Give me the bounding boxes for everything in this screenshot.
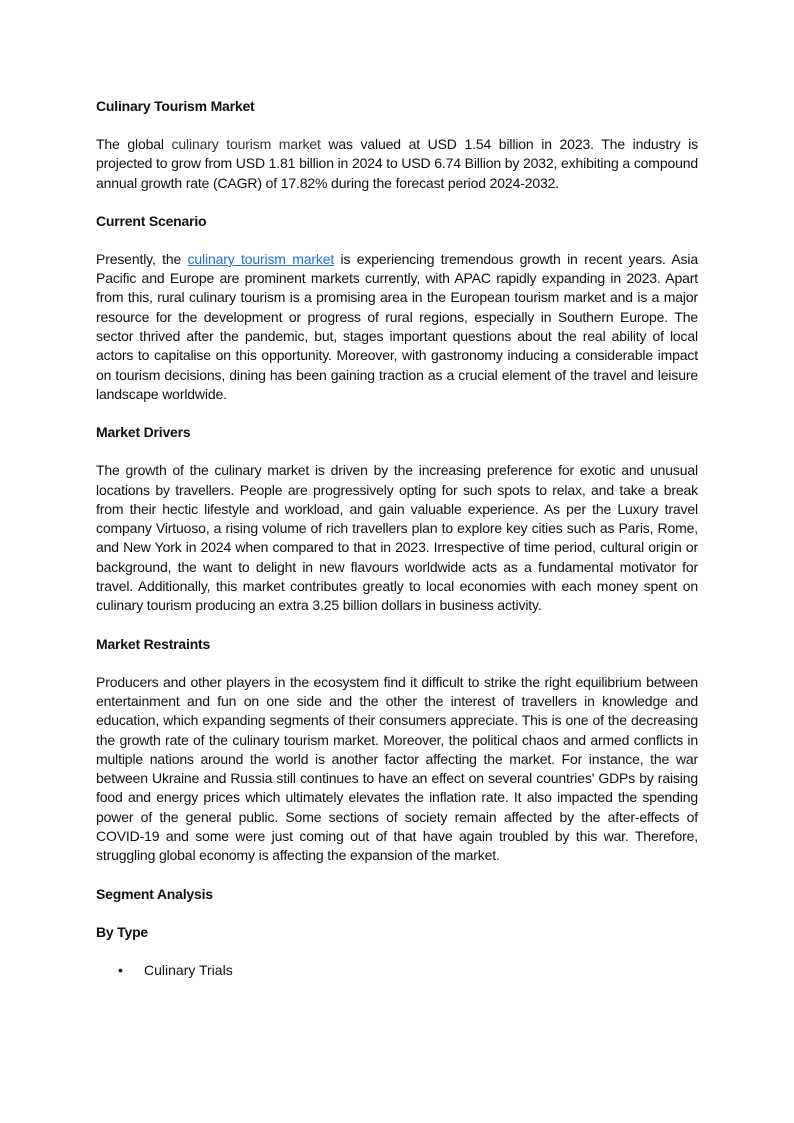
section-heading-current-scenario: Current Scenario bbox=[96, 212, 207, 229]
spacer bbox=[96, 616, 698, 635]
culinary-tourism-market-link[interactable]: culinary tourism market bbox=[187, 250, 335, 267]
spacer bbox=[96, 442, 698, 461]
market-restraints-paragraph: Producers and other players in the ecosystem find it difficult to strike the right equilibrium between entertainment and fun on one side and the other the interest of travellers in knowledge and education, which expanding segments of their consumers appreciate. This is one of the decreasing the growth rate of the culinary tourism market. Moreover, the political chaos and armed conflicts in multiple nations around the world is another factor affecting the market. For instance, the war between Ukraine and Russia still continues to have an effect on several countries' GDPs by raising food and energy prices which ultimately elevates the inflation rate. It also impacted the spending power of the general public. Some sections of society remain affected by the after-effects of COVID-19 and some were just coming out of that have again troubled by this war. Therefore, struggling global economy is affecting the expansion of the market. bbox=[96, 673, 698, 864]
spacer bbox=[96, 231, 698, 250]
current-scenario-text-before: Presently, the bbox=[96, 250, 188, 267]
document-title: Culinary Tourism Market bbox=[96, 98, 255, 114]
list-item-label: Culinary Trials bbox=[144, 961, 233, 978]
section-heading-market-drivers: Market Drivers bbox=[96, 424, 191, 441]
list-item bbox=[96, 961, 698, 980]
intro-text-after: was valued at USD 1.54 billion in 2023. The industry is projected to grow from USD 1.81 billion in 2024 to USD 6.74 Billion by 2032, exhibiting a compound annual growth rate (CAGR) of 17.82% during the forecast period 2024-2032. bbox=[96, 136, 698, 191]
spacer bbox=[96, 404, 698, 423]
intro-text-before: The global bbox=[96, 136, 172, 152]
section-heading-segment-analysis: Segment Analysis bbox=[96, 885, 213, 902]
market-drivers-paragraph: The growth of the culinary market is driven by the increasing preference for exotic and unusual locations by travellers. People are progressively opting for such spots to relax, and take a break from their hectic lifestyle and workload, and gain valuable experience. As per the Luxury travel company Virtuoso, a rising volume of rich travellers plan to explore key cities such as Paris, Rome, and New York in 2024 when compared to that in 2023. Irrespective of time period, cultural origin or background, the want to delight in new flavours worldwide acts as a fundamental motivator for travel. Additionally, this market contributes greatly to local economies with each money spent on culinary tourism producing an extra 3.25 billion dollars in business activity. bbox=[96, 462, 698, 614]
spacer bbox=[96, 866, 698, 885]
intro-paragraph bbox=[96, 135, 698, 193]
current-scenario-text-after: is experiencing tremendous growth in recent years. Asia Pacific and Europe are prominent markets currently, with APAC rapidly expanding in 2023. Apart from this, rural culinary tourism is a promising area in the European tourism market and is a major resource for the development or progress of rural regions, especially in Southern Europe. The sector thrived after the pandemic, but, stages important questions about the real ability of local actors to capitalise on this opportunity. Moreover, with gastronomy inducing a considerable impact on tourism decisions, dining has been gaining traction as a crucial element of the travel and leisure landscape worldwide. bbox=[96, 250, 698, 402]
spacer bbox=[96, 116, 698, 135]
spacer bbox=[96, 904, 698, 923]
spacer bbox=[96, 654, 698, 673]
type-list bbox=[96, 961, 698, 980]
current-scenario-paragraph bbox=[96, 250, 698, 404]
spacer bbox=[96, 193, 698, 212]
subheading-by-type: By Type bbox=[96, 923, 149, 940]
bullet-icon: • bbox=[118, 961, 123, 978]
spacer bbox=[96, 942, 698, 961]
document-page bbox=[96, 97, 698, 980]
intro-highlight: culinary tourism market bbox=[171, 136, 321, 152]
section-heading-market-restraints: Market Restraints bbox=[96, 635, 211, 652]
